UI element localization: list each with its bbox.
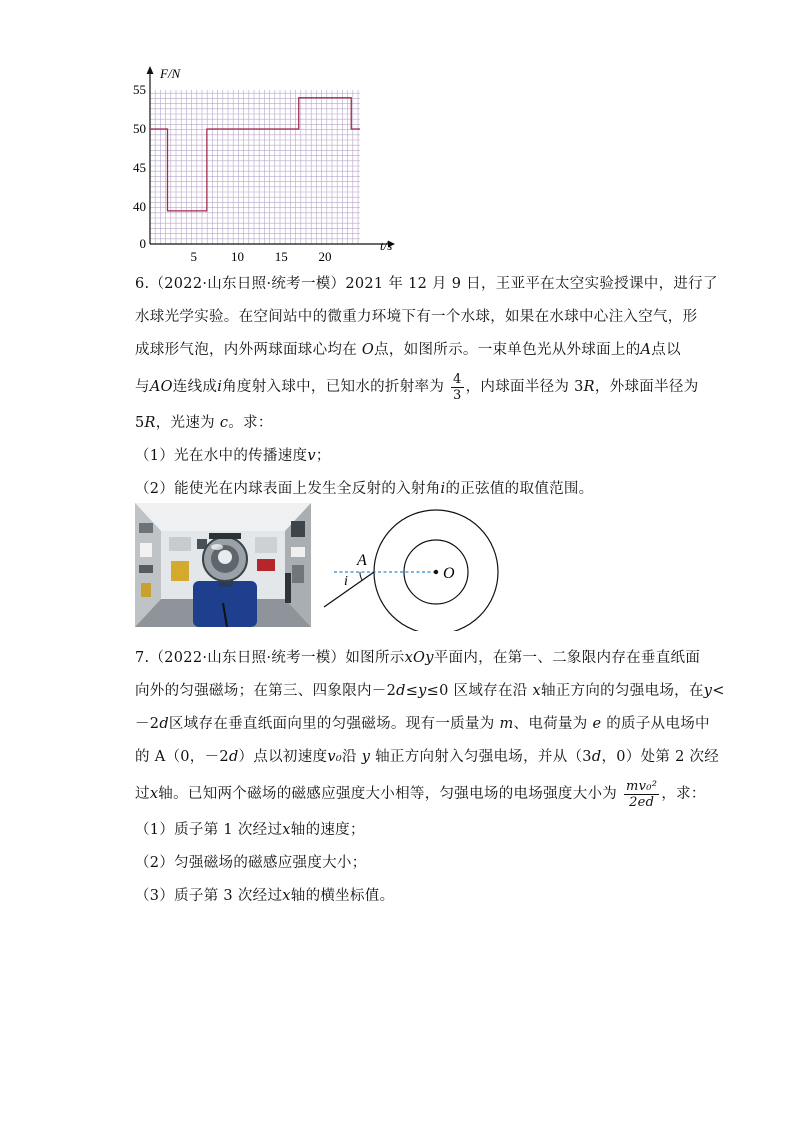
force-time-chart-svg [120,62,410,262]
q7-sub-3: （3）质子第 3 次经过x轴的横坐标值。 [135,888,395,904]
y-tick-label: 50 [133,121,146,136]
q6-number: 6. [135,276,150,292]
y-tick-label: 0 [139,236,146,251]
center-point [434,570,438,574]
x-tick-label: 5 [190,249,197,262]
q7-sub-1: （1）质子第 1 次经过x轴的速度； [135,822,365,838]
x-tick-label: 20 [318,249,332,262]
label-O: O [443,565,455,582]
q6-line-5: 5R，光速为 c。求： [135,415,273,431]
y-tick-label: 55 [133,82,146,97]
concentric-spheres-diagram [320,503,500,631]
q7-line-5: 过x轴。已知两个磁场的磁感应强度大小相等，匀强电场的电场强度大小为 $\frac{\text{mv₀²}}{2ed}$ ，求： [135,778,706,810]
force-time-chart [120,62,410,262]
field-strength-fraction: $\frac{\text{mv₀²}}{2ed}$ [626,778,658,810]
q7-line-2: 向外的匀强磁场；在第三、四象限内－2d≤y≤0 区域存在沿 x轴正方向的匀强电场，在y< [135,683,725,699]
space-station-photo [135,503,311,627]
y-axis-label: F/N [160,66,181,81]
refractive-index-fraction: $\frac{4}{3}$ [453,371,462,403]
x-axis-label: t/s [380,238,393,253]
q6-line-2: 水球光学实验。在空间站中的微重力环境下有一个水球，如果在水球中心注入空气，形 [135,309,698,325]
q7-source: （2022·山东日照·统考一模） [149,650,346,666]
q7-line-4: 的 A（0，－2d）点以初速度v₀沿 y 轴正方向射入匀强电场，并从（3d，0）处第 2 次经 [135,749,720,765]
x-tick-label: 10 [231,249,244,262]
q6-line-3: 成球形气泡，内外两球面球心均在 O点，如图所示。一束单色光从外球面上的A点以 [135,342,681,358]
label-i: i [344,574,348,589]
q7-line-3: －2d区域存在垂直纸面向里的匀强磁场。现有一质量为 m、电荷量为 e 的质子从电场中 [135,716,710,732]
x-tick-label: 15 [274,249,288,262]
label-A: A [357,552,367,569]
q6-line-4: 与AO连线成i角度射入球中，已知水的折射率为 $\frac{4}{3}$ ，内球面半径为 3R，外球面半径为 [135,371,699,403]
q6-sub-2: （2）能使光在内球表面上发生全反射的入射角i的正弦值的取值范围。 [135,481,594,497]
q6-source: （2022·山东日照·统考一模） [149,276,346,292]
angle-i-arc [360,572,363,581]
incident-ray [324,572,374,607]
q7-line-1: 7.（2022·山东日照·统考一模）如图所示xOy平面内，在第一、二象限内存在垂直纸面 [135,650,701,666]
y-tick-label: 40 [133,199,146,214]
q6-line-1: 6.（2022·山东日照·统考一模）2021 年 12 月 9 日，王亚平在太空实验授课中，进行了 [135,276,718,292]
q6-sub-1: （1）光在水中的传播速度v； [135,448,331,464]
y-axis-arrow [147,66,154,74]
y-tick-label: 45 [133,160,146,175]
q7-number: 7. [135,650,150,666]
q7-sub-2: （2）匀强磁场的磁感应强度大小； [135,855,367,871]
